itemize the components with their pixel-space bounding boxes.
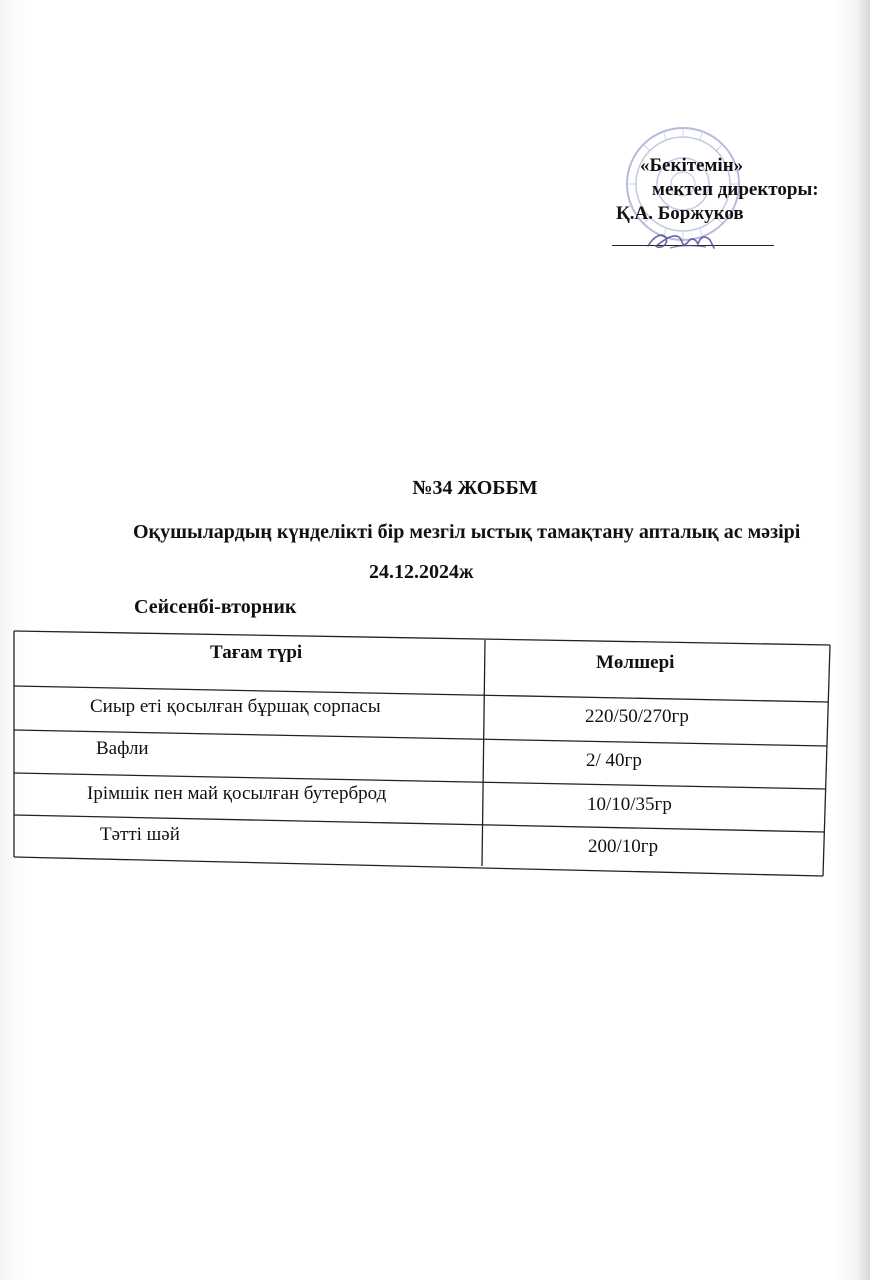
- row-amount: 2/ 40гр: [586, 750, 642, 771]
- approval-title: «Бекітемін»: [640, 155, 744, 176]
- school-name-text: №34 ЖОББМ: [412, 477, 538, 499]
- menu-subtitle: Оқушылардың күнделікті бір мезгіл ыстық тамақтану апталық ас мәзірі: [133, 521, 801, 543]
- row-dish: Сиыр еті қосылған бұршақ сорпасы: [90, 696, 381, 717]
- row-dish: Вафли: [96, 738, 149, 759]
- row-dish: Тәтті шәй: [100, 824, 180, 845]
- row-amount: 200/10гр: [588, 836, 659, 857]
- table-header-dish: Тағам түрі: [210, 642, 303, 663]
- table-header-amount: Мөлшері: [596, 652, 675, 673]
- approval-position: мектеп директоры:: [652, 179, 819, 200]
- menu-day: Сейсенбі-вторник: [134, 596, 297, 618]
- approval-director-name: Қ.А. Боржуков: [616, 203, 744, 224]
- row-amount: 10/10/35гр: [587, 794, 672, 815]
- menu-date: 24.12.2024ж: [369, 561, 474, 583]
- row-dish: Ірімшік пен май қосылған бутерброд: [87, 783, 387, 804]
- row-amount: 220/50/270гр: [585, 706, 689, 727]
